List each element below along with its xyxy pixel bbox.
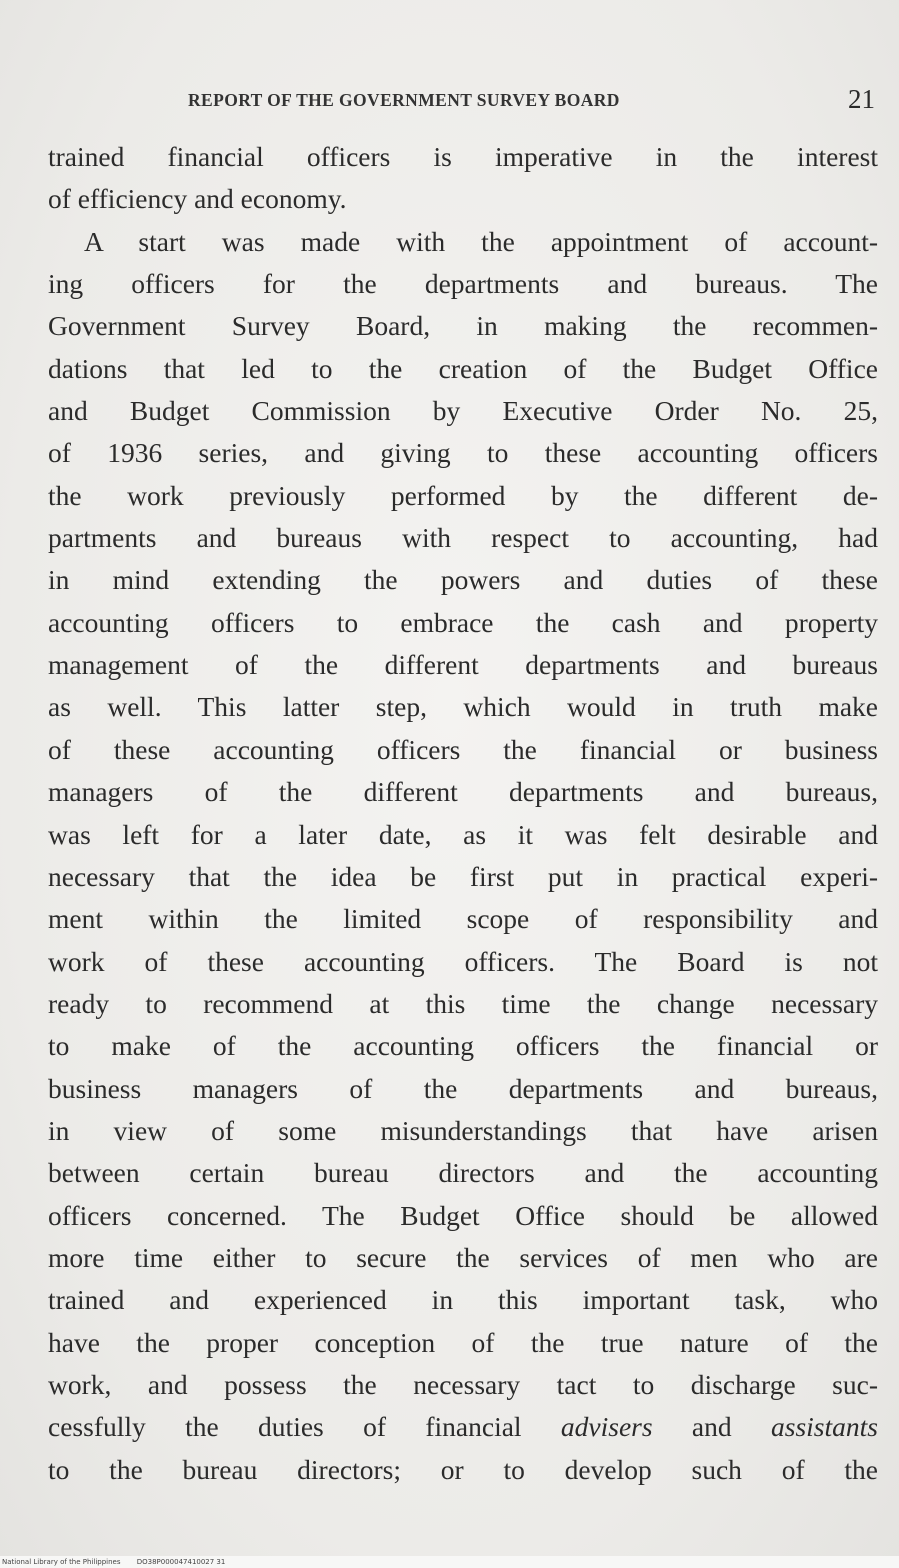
text-line: of 1936 series, and giving to these accounting officers	[48, 437, 878, 469]
text-line: partments and bureaus with respect to accounting, had	[48, 522, 878, 554]
text-line: dations that led to the creation of the Budget Office	[48, 352, 878, 384]
italic-assistants: assistants	[771, 1411, 878, 1443]
text-line: have the proper conception of the true nature of the	[48, 1326, 878, 1358]
text-line: trained financial officers is imperative in the interest	[48, 141, 878, 172]
text-line: ing officers for the departments and bureaus. The	[48, 268, 878, 300]
text-line: between certain bureau directors and the accounting	[48, 1157, 878, 1189]
text-line: of these accounting officers the financial or business	[48, 733, 878, 765]
text-line: in view of some misunderstandings that have arisen	[48, 1114, 878, 1146]
text-line: ment within the limited scope of responsibility and	[48, 903, 878, 935]
text-line: work, and possess the necessary tact to discharge suc-	[48, 1368, 878, 1400]
page-header	[48, 84, 875, 120]
text-line: more time either to secure the services of men who are	[48, 1241, 878, 1273]
text-line: the work previously performed by the different de-	[48, 479, 878, 511]
text-line: as well. This latter step, which would in truth make	[48, 691, 878, 723]
text-line-with-italics	[48, 1406, 878, 1448]
text-line: accounting officers to embrace the cash and property	[48, 606, 878, 638]
text-line: business managers of the departments and bureaus,	[48, 1072, 878, 1104]
text-line: of efficiency and economy.	[48, 183, 347, 215]
paragraph-start-line: A start was made with the appointment of account-	[84, 225, 878, 257]
text-line: trained and experienced in this important task, who	[48, 1284, 878, 1316]
italic-advisers: advisers	[560, 1411, 653, 1443]
text-line: to the bureau directors; or to develop such of the	[48, 1453, 878, 1485]
scan-footer	[0, 1556, 899, 1568]
page-number: 21	[848, 84, 875, 114]
running-head: REPORT OF THE GOVERNMENT SURVEY BOARD	[188, 90, 620, 110]
scan-code: DO38P000047410027 31	[136, 1558, 226, 1566]
text-line: managers of the different departments and bureaus,	[48, 776, 878, 808]
text-run: cessfully the duties of financial	[48, 1411, 561, 1443]
text-line: officers concerned. The Budget Office should be allowed	[48, 1199, 878, 1231]
text-line: was left for a later date, as it was felt desirable and	[48, 818, 878, 850]
text-line: and Budget Commission by Executive Order No. 25,	[48, 395, 878, 427]
text-line: to make of the accounting officers the financial or	[48, 1030, 878, 1062]
text-run: and	[652, 1411, 771, 1443]
text-line: work of these accounting officers. The Board is not	[48, 945, 878, 977]
text-line: ready to recommend at this time the change necessary	[48, 987, 878, 1019]
text-line: management of the different departments and bureaus	[48, 649, 878, 681]
text-line: Government Survey Board, in making the recommen-	[48, 310, 878, 342]
library-credit: National Library of the Philippines	[2, 1558, 121, 1566]
text-line: in mind extending the powers and duties of these	[48, 564, 878, 596]
body-text	[48, 136, 878, 1491]
text-line: necessary that the idea be first put in practical experi-	[48, 860, 878, 892]
